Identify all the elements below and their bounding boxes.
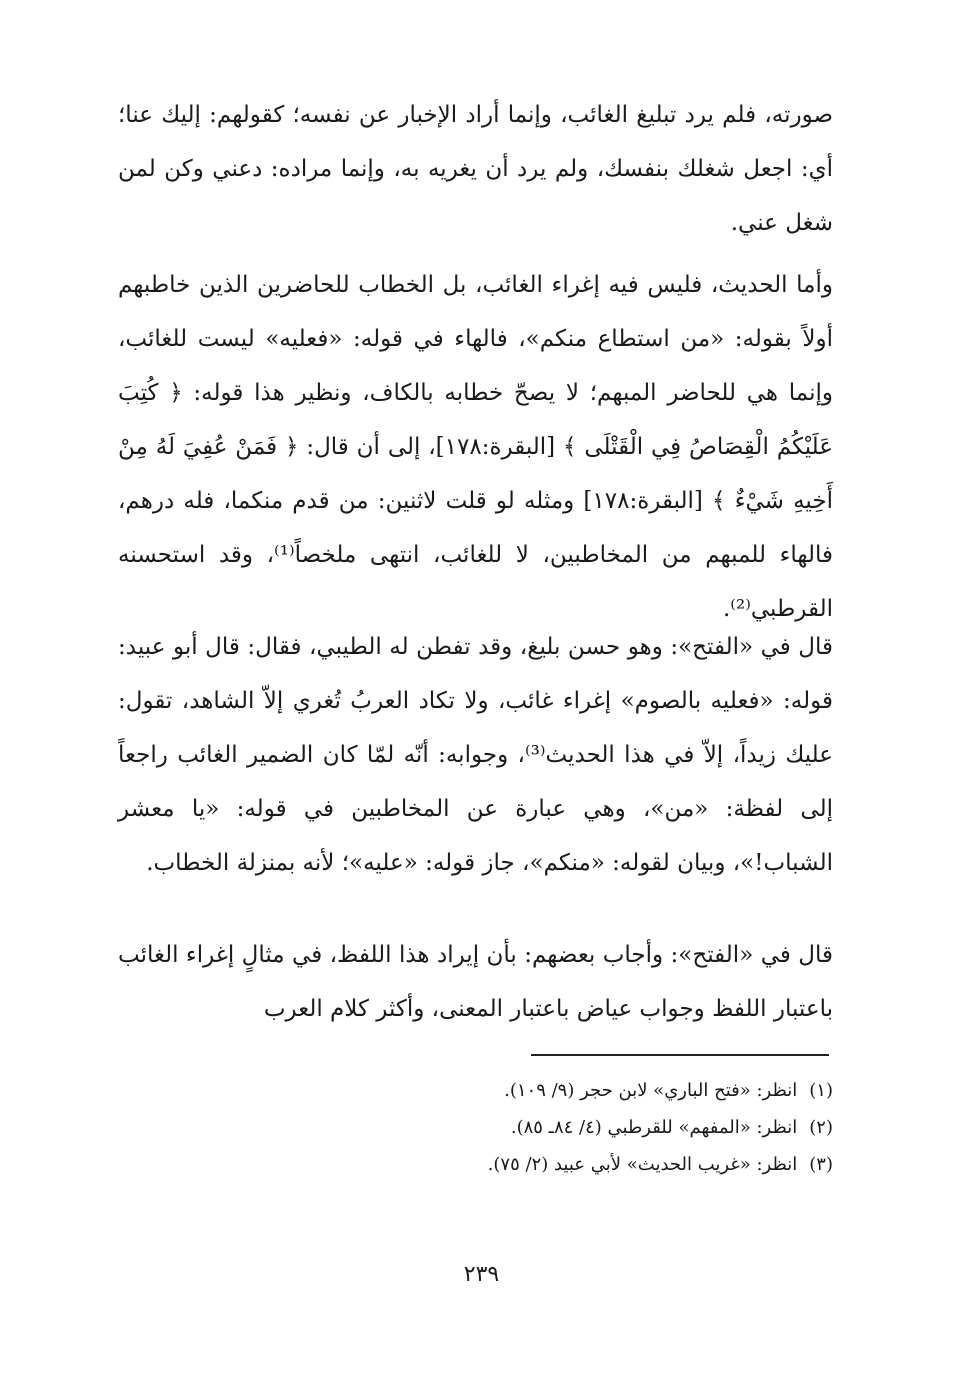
footnote-number: (١): [809, 1080, 833, 1101]
paragraph-text: صورته، فلم يرد تبليغ الغائب، وإنما أراد الإخبار عن نفسه؛ كقولهم: إليك عنا؛ أي: اجعل شغلك بنفسك، ولم يرد أن يغريه به، وإنما مراده: دعني وكن لمن شغل عني.: [118, 102, 833, 236]
paragraph-3: [118, 620, 833, 890]
paragraph-1: [118, 88, 833, 250]
footnote-text: انظر: «فتح الباري» لابن حجر (٩/ ١٠٩).: [504, 1080, 798, 1101]
footnotes: [118, 1072, 833, 1183]
paragraph-text: قال في «الفتح»: وهو حسن بليغ، وقد تفطن له الطيبي، فقال: قال أبو عبيد: قوله: «فعليه بالصوم» إغراء غائب، ولا تكاد العربُ تُغري إلاّ الشاهد، تقول: عليك زيداً، إلاّ في هذا الحديث⁽³⁾، وجوابه: أنّه لمّا كان الضمير الغائب راجعاً إلى لفظة: «من»، وهي عبارة عن المخاطبين في قوله: «يا معشر الشباب!»، وبيان لقوله: «منكم»، جاز قوله: «عليه»؛ لأنه بمنزلة الخطاب.: [118, 634, 833, 876]
footnote-text: انظر: «المفهم» للقرطبي (٤/ ٨٤ـ ٨٥).: [510, 1117, 798, 1138]
footnote-2: [118, 1109, 833, 1146]
footnote-number: (٢): [809, 1117, 833, 1138]
paragraph-text: قال في «الفتح»: وأجاب بعضهم: بأن إيراد هذا اللفظ، في مثالٍ إغراء الغائب باعتبار اللفظ وجواب عياض باعتبار المعنى، وأكثر كلام العرب: [118, 942, 833, 1022]
footnote-1: [118, 1072, 833, 1109]
paragraph-2: [118, 258, 833, 636]
footnote-text: انظر: «غريب الحديث» لأبي عبيد (٢/ ٧٥).: [487, 1154, 798, 1175]
footnote-number: (٣): [809, 1154, 833, 1175]
paragraph-4: [118, 928, 833, 1036]
paragraph-text: وأما الحديث، فليس فيه إغراء الغائب، بل الخطاب للحاضرين الذين خاطبهم أولاً بقوله: «من استطاع منكم»، فالهاء في قوله: «فعليه» ليست للغائب، وإنما هي للحاضر المبهم؛ لا يصحّ خطابه بالكاف، ونظير هذا قوله: ﴿ كُتِبَ عَلَيْكُمُ الْقِصَاصُ فِي الْقَتْلَى ﴾ [البقرة:١٧٨]، إلى أن قال: ﴿ فَمَنْ عُفِيَ لَهُ مِنْ أَخِيهِ شَيْءٌ ﴾ [البقرة:١٧٨] ومثله لو قلت لاثنين: من قدم منكما، فله درهم، فالهاء للمبهم من المخاطبين، لا للغائب، انتهى ملخصاً⁽¹⁾، وقد استحسنه القرطبي⁽²⁾.: [118, 272, 834, 622]
footnote-divider: [531, 1054, 829, 1056]
footnote-3: [118, 1146, 833, 1183]
page-number: ٢٣٩: [463, 1262, 500, 1287]
